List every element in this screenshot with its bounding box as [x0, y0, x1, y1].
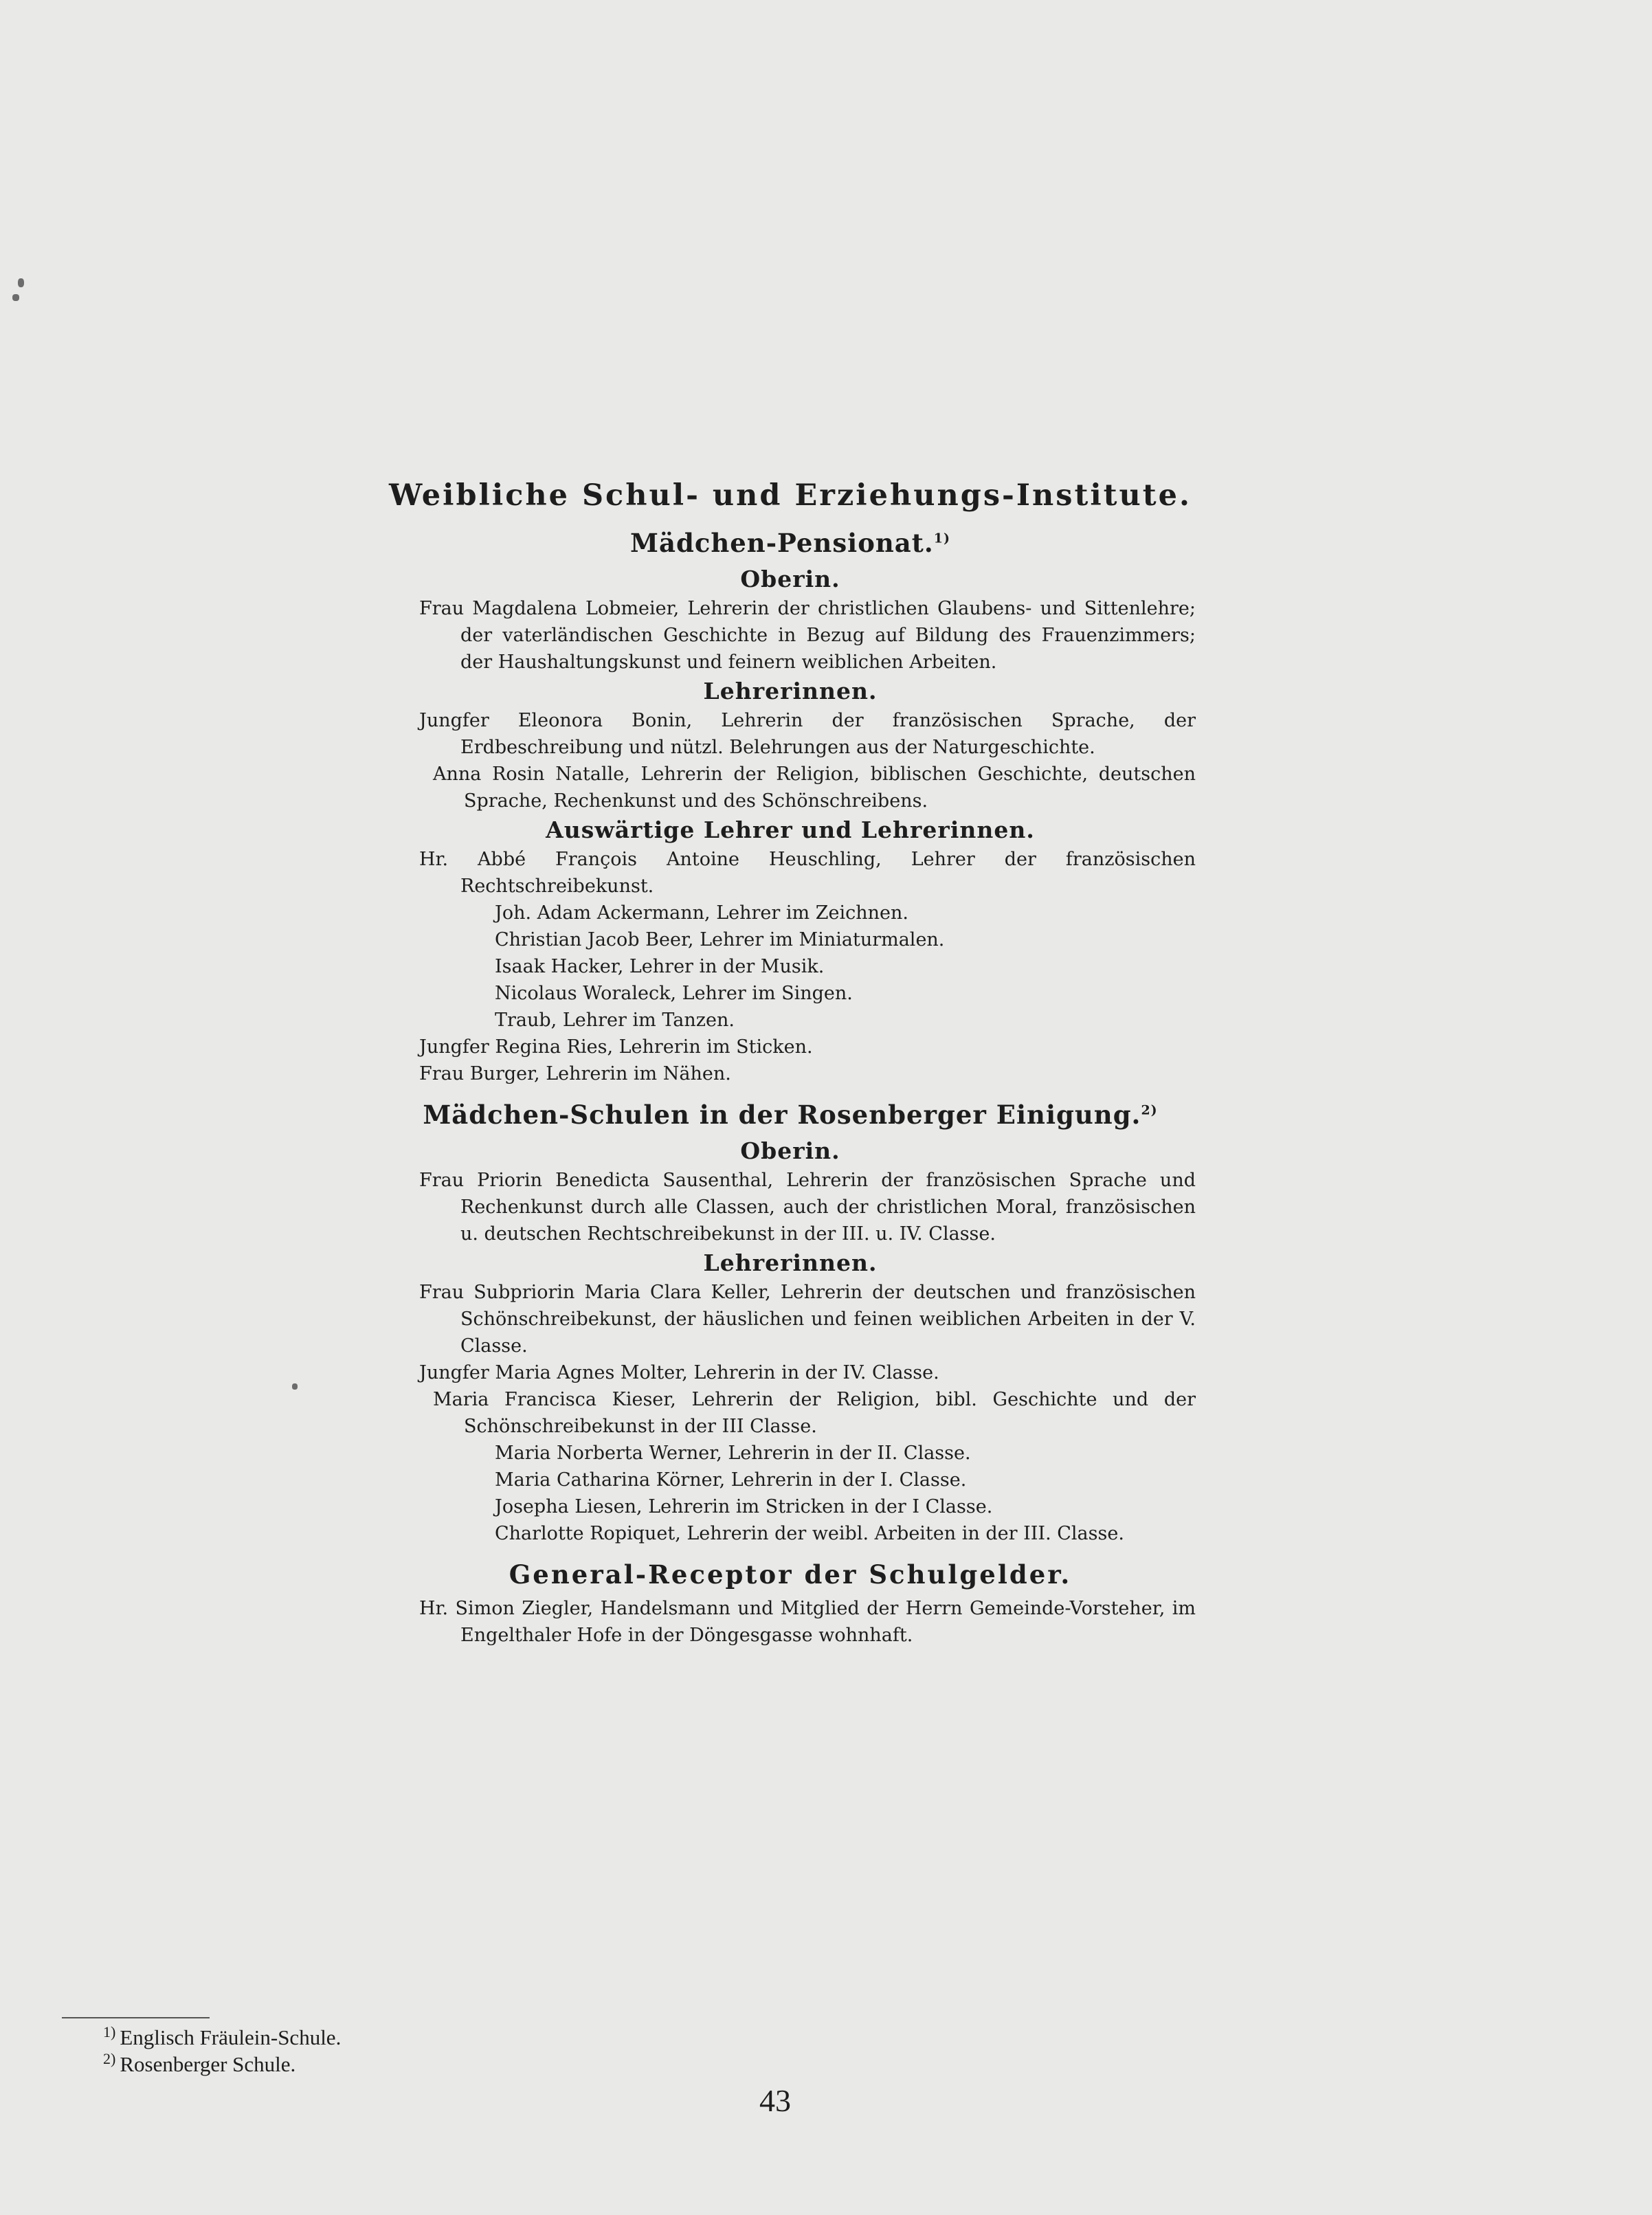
scan-speck	[18, 278, 24, 287]
entry: Maria Norberta Werner, Lehrerin in der II. Classe.	[495, 1443, 971, 1464]
footnote: $^{1)}$ Englisch Fräulein-Schule.	[103, 2023, 342, 2049]
section-general-receptor	[385, 1557, 1196, 1649]
entry: Anna Rosin Natalle, Lehrerin der Religion, biblischen Geschichte, deutschen Sprache, Rechenkunst und des Schönschreibens.	[433, 764, 1196, 812]
group-heading-oberin: Oberin.	[740, 1137, 840, 1164]
section-heading: Mädchen-Schulen in der Rosenberger Einigung.$^{2)}$	[423, 1100, 1158, 1130]
entry: Maria Catharina Körner, Lehrerin in der I. Classe.	[495, 1469, 967, 1491]
group-heading-auswaertige: Auswärtige Lehrer und Lehrerinnen.	[546, 816, 1035, 843]
scan-speck	[292, 1383, 298, 1390]
footnote-rule	[62, 2017, 210, 2018]
entry: Maria Francisca Kieser, Lehrerin der Religion, bibl. Geschichte und der Schönschreibekunst in der III Classe.	[433, 1389, 1196, 1437]
group-heading-lehrerinnen: Lehrerinnen.	[703, 678, 878, 704]
entry: Frau Priorin Benedicta Sausenthal, Lehrerin der französischen Sprache und Rechenkunst durch alle Classen, auch der christlichen Moral, französischen u. deutschen Rechtschreibekunst in der III. u. IV. Classe.	[419, 1170, 1196, 1245]
footnote: $^{2)}$ Rosenberger Schule.	[103, 2049, 296, 2076]
entry: Christian Jacob Beer, Lehrer im Miniaturmalen.	[495, 929, 945, 950]
group-heading-oberin: Oberin.	[740, 566, 840, 592]
page-number: 43	[759, 2083, 791, 2118]
entry: Hr. Abbé François Antoine Heuschling, Lehrer der französischen Rechtschreibekunst.	[419, 849, 1196, 897]
section-rosenberger-einigung	[385, 1097, 1196, 1547]
section-heading: General-Receptor der Schulgelder.	[509, 1559, 1072, 1590]
page-title: Weibliche Schul- und Erziehungs-Institute.	[388, 478, 1192, 513]
scan-speck	[12, 294, 19, 301]
entry: Frau Burger, Lehrerin im Nähen.	[419, 1063, 731, 1084]
entry: Jungfer Regina Ries, Lehrerin im Sticken.	[419, 1036, 813, 1058]
entry: Josepha Liesen, Lehrerin im Stricken in der I Classe.	[495, 1496, 993, 1517]
entry: Hr. Simon Ziegler, Handelsmann und Mitglied der Herrn Gemeinde-Vorsteher, im Engelthaler Hofe in der Döngesgasse wohnhaft.	[419, 1598, 1196, 1646]
entry: Frau Magdalena Lobmeier, Lehrerin der christlichen Glaubens- und Sittenlehre; der vaterländischen Geschichte in Bezug auf Bildung des Frauenzimmers; der Haushaltungskunst und feinern weiblichen Arbeiten.	[419, 598, 1196, 673]
entry: Traub, Lehrer im Tanzen.	[495, 1010, 735, 1031]
entry: Charlotte Ropiquet, Lehrerin der weibl. Arbeiten in der III. Classe.	[495, 1523, 1124, 1544]
group-heading-lehrerinnen: Lehrerinnen.	[703, 1249, 878, 1276]
entry: Isaak Hacker, Lehrer in der Musik.	[495, 956, 825, 977]
entry: Joh. Adam Ackermann, Lehrer im Zeichnen.	[495, 902, 908, 924]
footnote-ref: 2)	[1141, 1102, 1158, 1118]
entry: Nicolaus Woraleck, Lehrer im Singen.	[495, 983, 853, 1004]
entry: Jungfer Eleonora Bonin, Lehrerin der französischen Sprache, der Erdbeschreibung und nützl. Belehrungen aus der Naturgeschichte.	[419, 710, 1196, 758]
footnotes	[103, 2024, 341, 2078]
footnote-ref: 1)	[933, 531, 950, 546]
page-content	[385, 474, 1196, 1649]
entry: Frau Subpriorin Maria Clara Keller, Lehrerin der deutschen und französischen Schönschreibekunst, der häuslichen und feinen weiblichen Arbeiten in der V. Classe.	[419, 1282, 1196, 1357]
section-heading: Mädchen-Pensionat.$^{1)}$	[630, 528, 950, 558]
entry: Jungfer Maria Agnes Molter, Lehrerin in der IV. Classe.	[419, 1362, 939, 1383]
section-maedchen-pensionat	[385, 525, 1196, 1087]
